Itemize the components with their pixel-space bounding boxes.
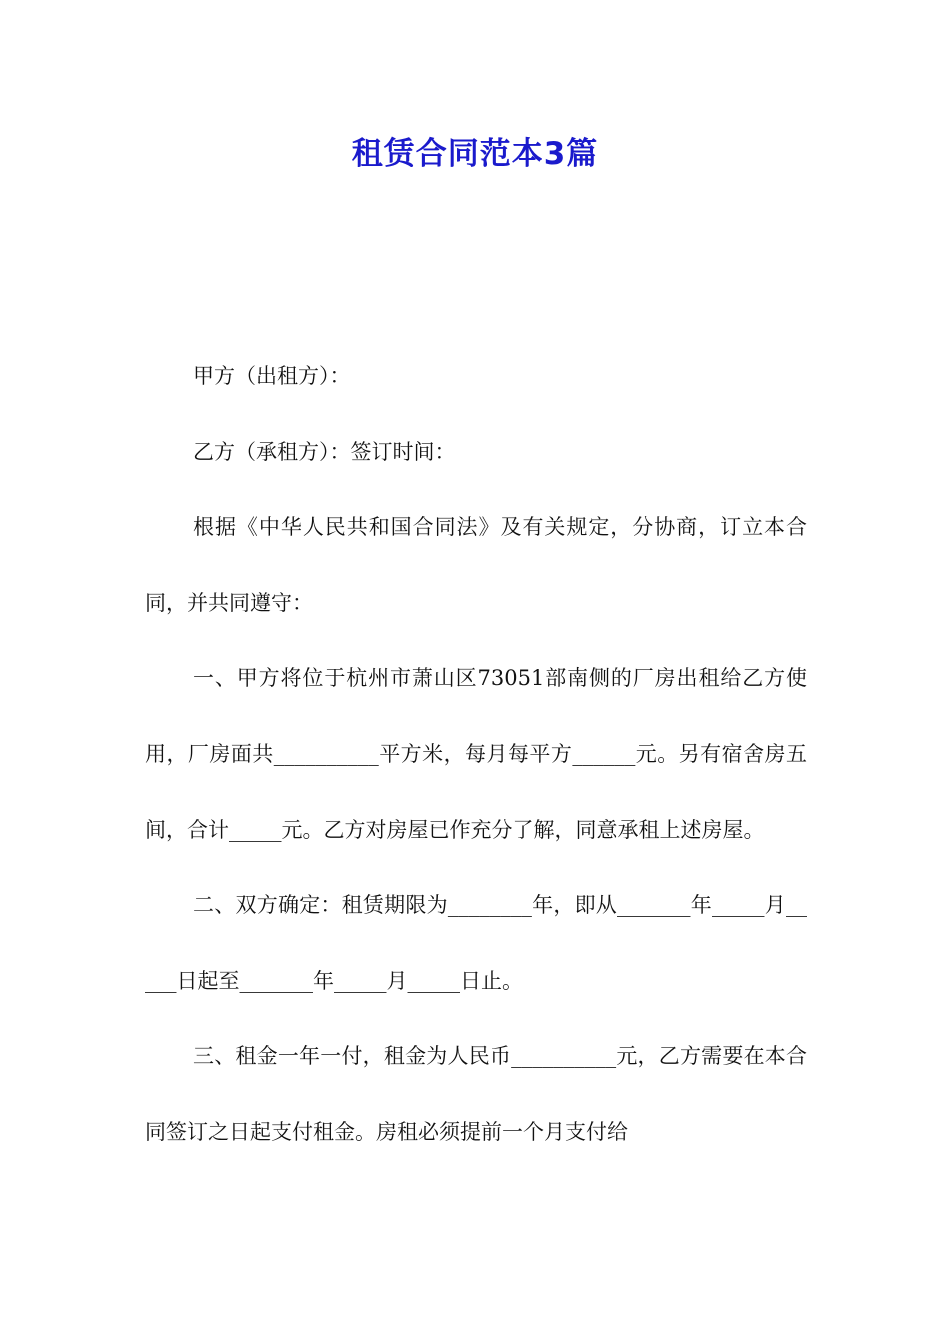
party-a-line: 甲方（出租方）： <box>193 364 351 388</box>
clause-2-paragraph: 二、双方确定：租赁期限为________年，即从_______年_____月_____日起至_______年_____月_____日止。 <box>145 893 807 993</box>
party-b-line: 乙方（承租方）：签订时间： <box>193 439 456 464</box>
document-title: 租赁合同范本3篇 <box>351 136 599 172</box>
clause-3-paragraph: 三、租金一年一付，租金为人民币__________元，乙方需要在本合同签订之日起支付租金。房租必须提前一个月支付给 <box>145 1044 807 1144</box>
clause-1-paragraph: 一、甲方将位于杭州市萧山区73051部南侧的厂房出租给乙方使用，厂房面共__________平方米，每月每平方______元。另有宿舍房五间，合计_____元。乙方对房屋已作充分了解，同意承租上述房屋。 <box>145 666 807 842</box>
preamble-paragraph: 根据《中华人民共和国合同法》及有关规定，分协商，订立本合同，并共同遵守： <box>145 515 807 615</box>
document-body <box>145 339 807 1171</box>
